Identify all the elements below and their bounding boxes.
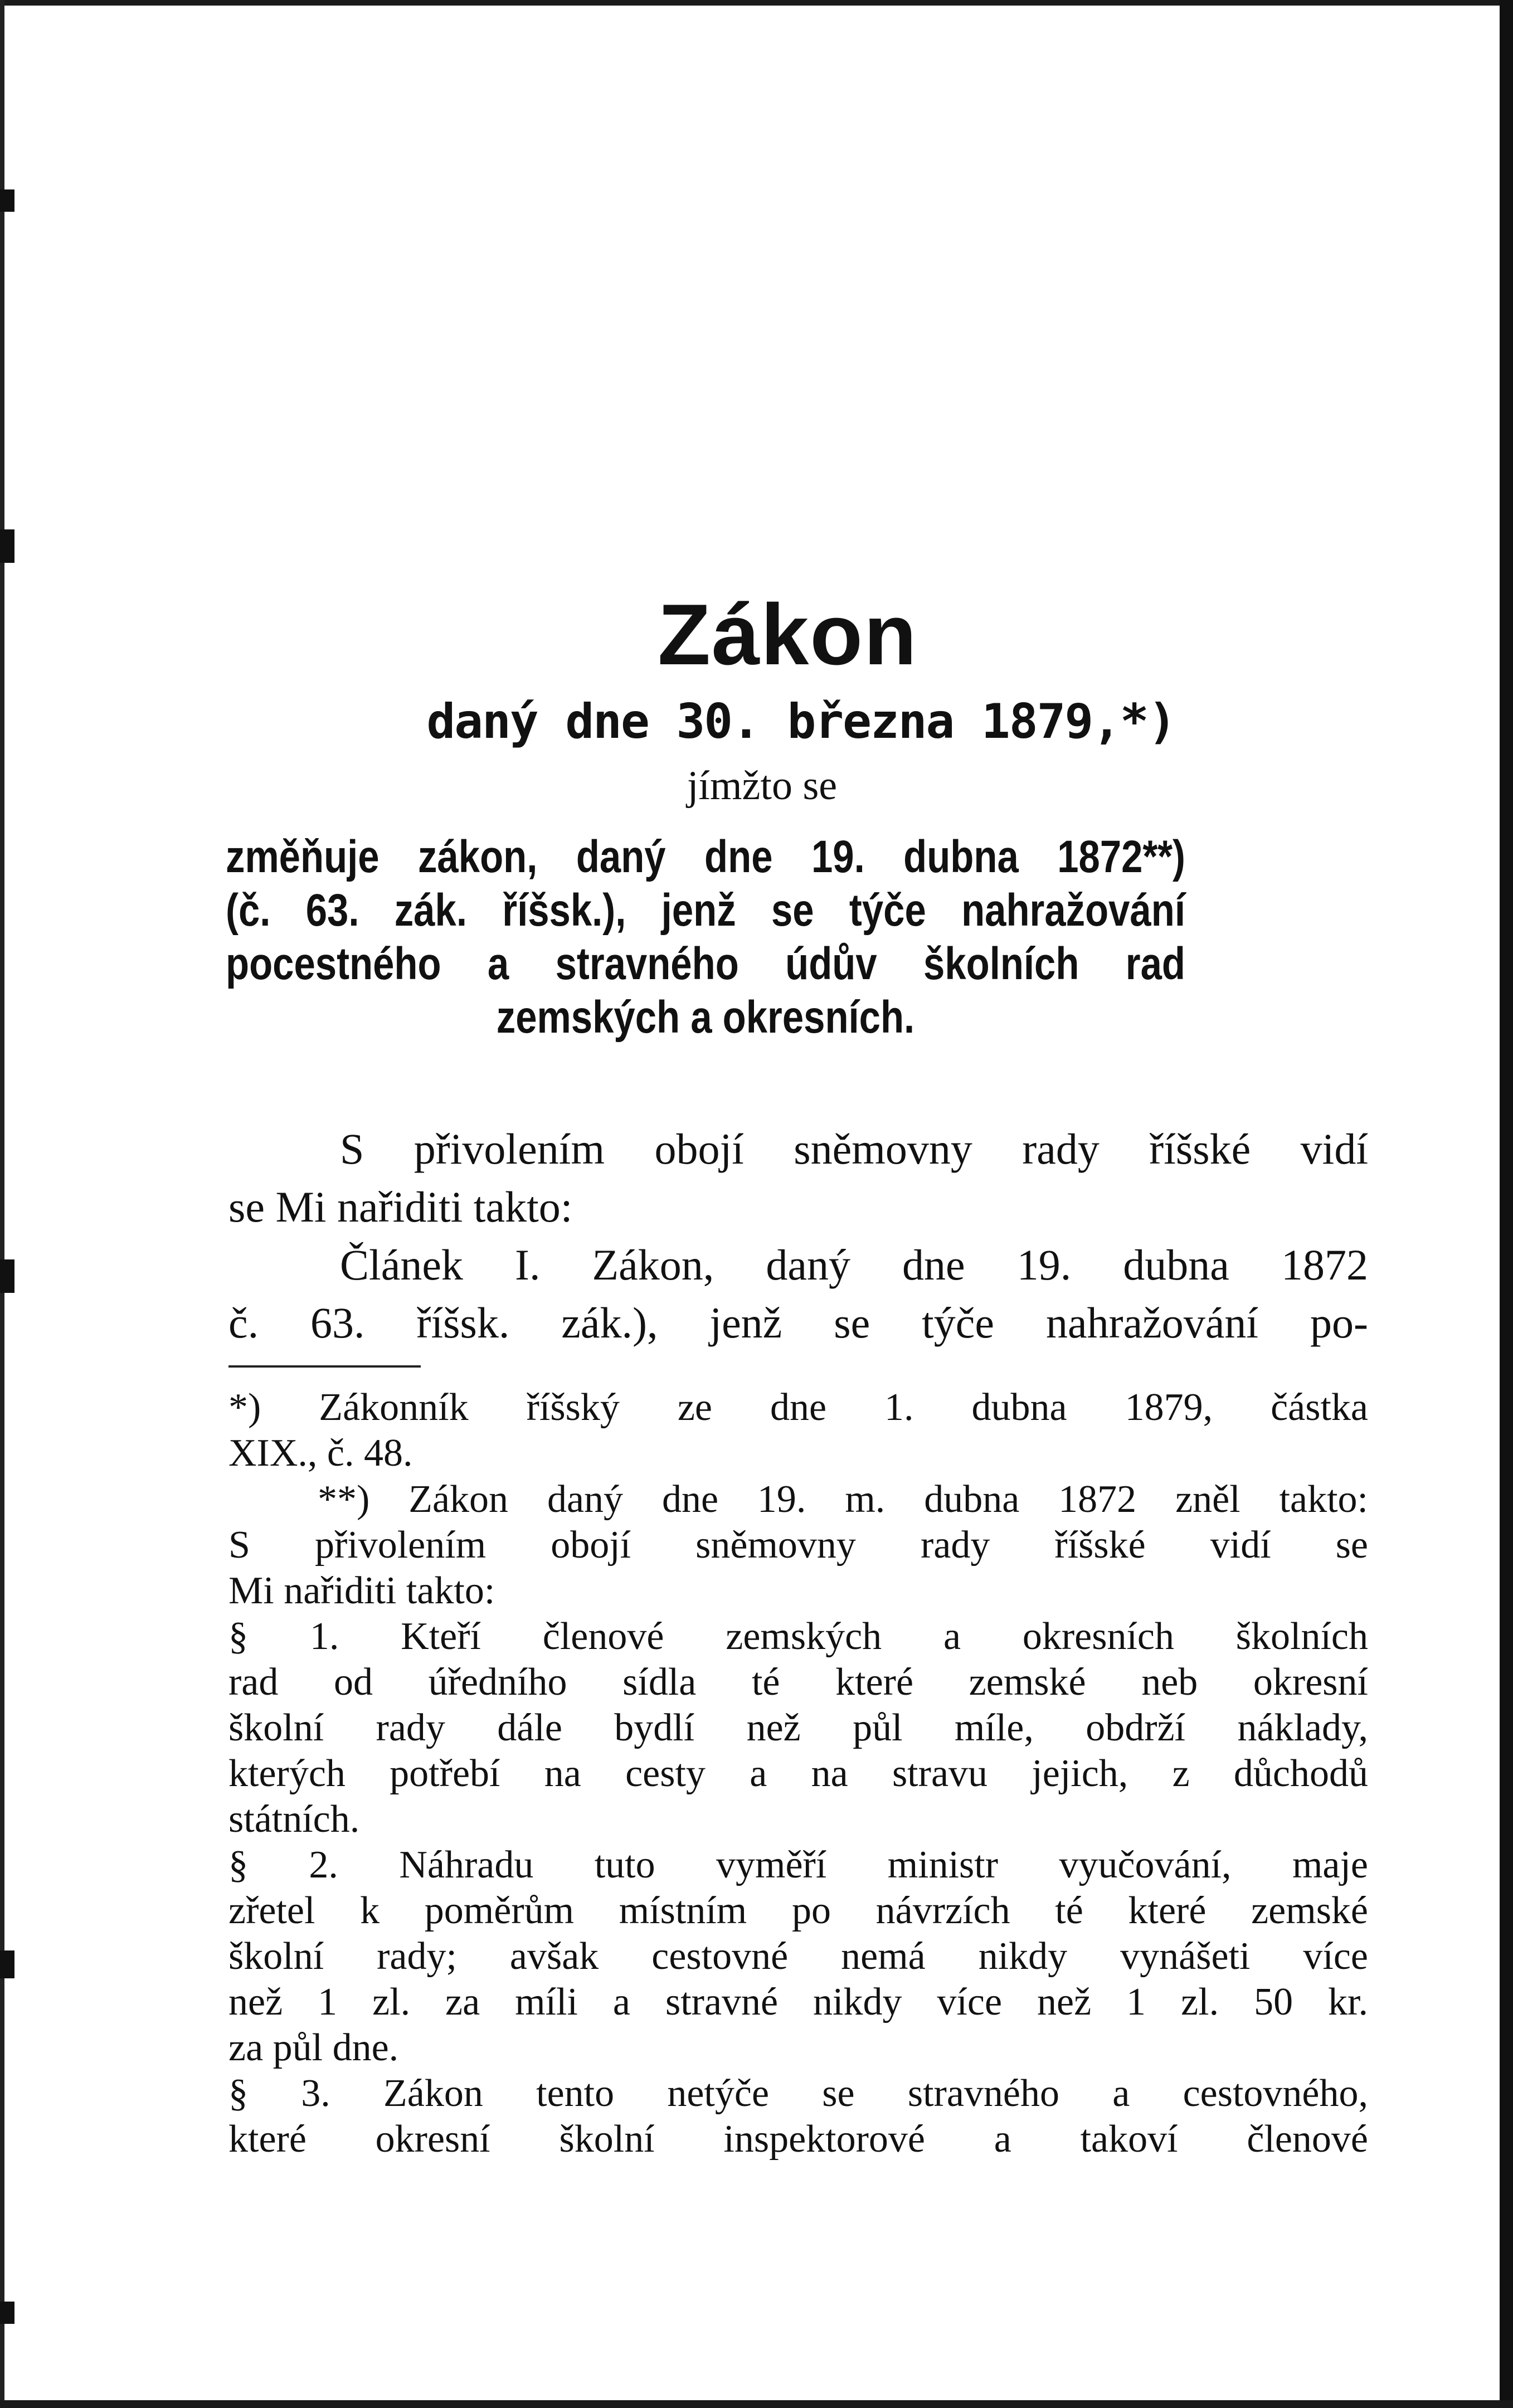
footnote-line: zřetel k poměrům místním po návrzích té které zemské: [228, 1889, 1368, 1932]
body-text: [228, 1120, 1368, 1352]
binding-mark: [0, 189, 14, 212]
footnote-line: § 2. Náhradu tuto vyměří ministr vyučování, maje: [228, 1843, 1368, 1886]
footnote-line: XIX., č. 48.: [228, 1432, 413, 1475]
footnote-line: za půl dne.: [228, 2026, 399, 2069]
footnote-separator: [228, 1365, 421, 1368]
footnote-line: § 3. Zákon tento netýče se stravného a cestovného,: [228, 2072, 1368, 2115]
heading-line: (č. 63. zák. říšsk.), jenž se týče nahražování: [226, 885, 1185, 936]
footnote-line: § 1. Kteří členové zemských a okresních školních: [228, 1615, 1368, 1658]
footnote-line: státních.: [228, 1798, 360, 1841]
law-heading: [226, 830, 1185, 1044]
footnote-line: školní rady; avšak cestovné nemá nikdy vynášeti více: [228, 1935, 1368, 1978]
binding-mark: [0, 1950, 14, 1978]
binding-mark: [0, 2302, 14, 2324]
document-title: Zákon: [658, 586, 918, 683]
document-date: daný dne 30. března 1879,*): [426, 694, 1176, 750]
scan-edge-right: [1500, 0, 1513, 2408]
heading-line: zemských a okresních.: [496, 992, 915, 1043]
body-line: se Mi nařiditi takto:: [228, 1183, 573, 1231]
scan-edge-bottom: [0, 2400, 1513, 2408]
footnote-line: které okresní školní inspektorové a takoví členové: [228, 2118, 1368, 2161]
body-line: č. 63. říšsk. zák.), jenž se týče nahražování po-: [228, 1298, 1368, 1347]
binding-mark: [0, 529, 14, 563]
footnote-line: než 1 zl. za míli a stravné nikdy více než 1 zl. 50 kr.: [228, 1981, 1368, 2023]
footnote-line: **) Zákon daný dne 19. m. dubna 1872 zněl takto:: [318, 1478, 1368, 1521]
footnote-1: [228, 1385, 1368, 1476]
heading-line: pocestného a stravného údův školních rad: [226, 938, 1185, 989]
footnote-2: [228, 1477, 1368, 2162]
scan-edge-top: [0, 0, 1513, 6]
body-line: S přivolením obojí sněmovny rady říšské vidí: [340, 1125, 1368, 1173]
binding-mark: [0, 1259, 14, 1293]
body-line: Článek I. Zákon, daný dne 19. dubna 1872: [340, 1241, 1368, 1289]
footnote-line: rad od úředního sídla té které zemské neb okresní: [228, 1661, 1368, 1704]
footnote-line: Mi nařiditi takto:: [228, 1569, 495, 1612]
scan-edge-left: [0, 0, 4, 2408]
footnote-line: školní rady dále bydlí než půl míle, obdrží náklady,: [228, 1706, 1368, 1749]
footnote-line: *) Zákonník říšský ze dne 1. dubna 1879, částka: [228, 1386, 1368, 1429]
heading-line: změňuje zákon, daný dne 19. dubna 1872**): [226, 831, 1185, 882]
footnote-line: kterých potřebí na cesty a na stravu jejich, z důchodů: [228, 1752, 1368, 1795]
document-subtitle: jímžto se: [687, 763, 838, 809]
footnote-line: S přivolením obojí sněmovny rady říšské vidí se: [228, 1524, 1368, 1567]
